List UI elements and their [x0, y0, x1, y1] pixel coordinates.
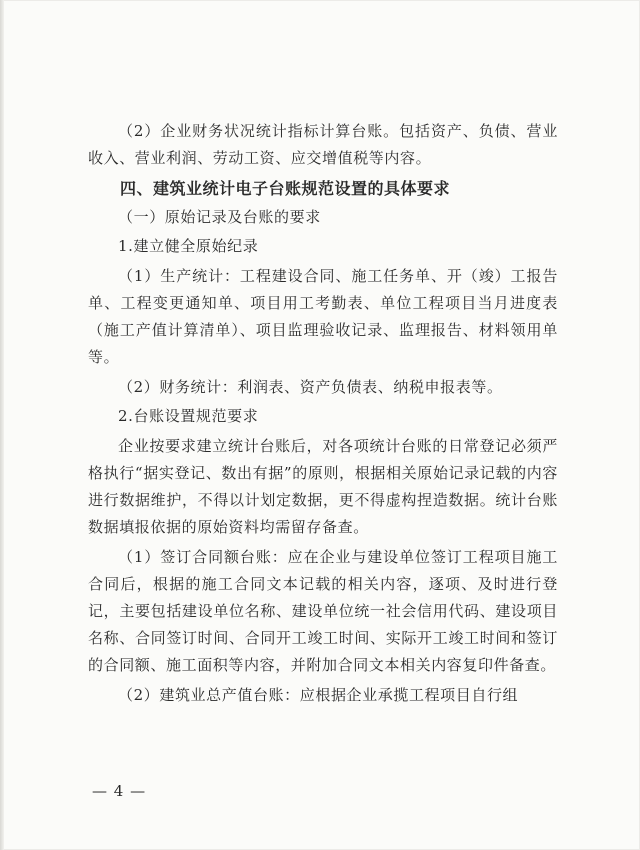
paragraph-contract-ledger: （1）签订合同额台账：应在企业与建设单位签订工程项目施工合同后，根据的施工合同文本记载的相关内容，逐项、及时进行登记，主要包括建设单位名称、建设单位统一社会信用代码、建设项目名称、合同签订时间、合同开工竣工时间、实际开工竣工时间和签订的合同额、施工面积等内容，并附加合同文本相关内容复印件备查。: [88, 548, 558, 674]
section-heading-4: 四、建筑业统计电子台账规范设置的具体要求: [120, 179, 451, 198]
page-number: — 4 —: [92, 782, 147, 800]
document-body: [88, 118, 558, 709]
paragraph-financial-ledger: （2）企业财务状况统计指标计算台账。包括资产、负债、营业收入、营业利润、劳动工资、应交增值税等内容。: [88, 122, 558, 167]
paragraph-ledger-requirements: 企业按要求建立统计台账后，对各项统计台账的日常登记必须严格执行“据实登记、数出有据”的原则，根据相关原始记录记载的内容进行数据维护，不得以计划定数据，更不得虚构捏造数据。统计台账数据填报依据的原始资料均需留存备查。: [88, 437, 558, 536]
paragraph-financial-statistics: （2）财务统计：利润表、资产负债表、纳税申报表等。: [118, 378, 503, 396]
paragraph-output-ledger: （2）建筑业总产值台账：应根据企业承揽工程项目自行组: [118, 686, 519, 704]
item-heading-1: 1.建立健全原始纪录: [118, 237, 259, 255]
page-edge-shadow: [0, 0, 4, 850]
item-heading-2: 2.台账设置规范要求: [118, 407, 259, 425]
subsection-heading-1: （一）原始记录及台账的要求: [118, 208, 321, 226]
paragraph-production-statistics: （1）生产统计：工程建设合同、施工任务单、开（竣）工报告单、工程变更通知单、项目用工考勤表、单位工程项目当月进度表（施工产值计算清单）、项目监理验收记录、监理报告、材料领用单等。: [88, 267, 558, 366]
